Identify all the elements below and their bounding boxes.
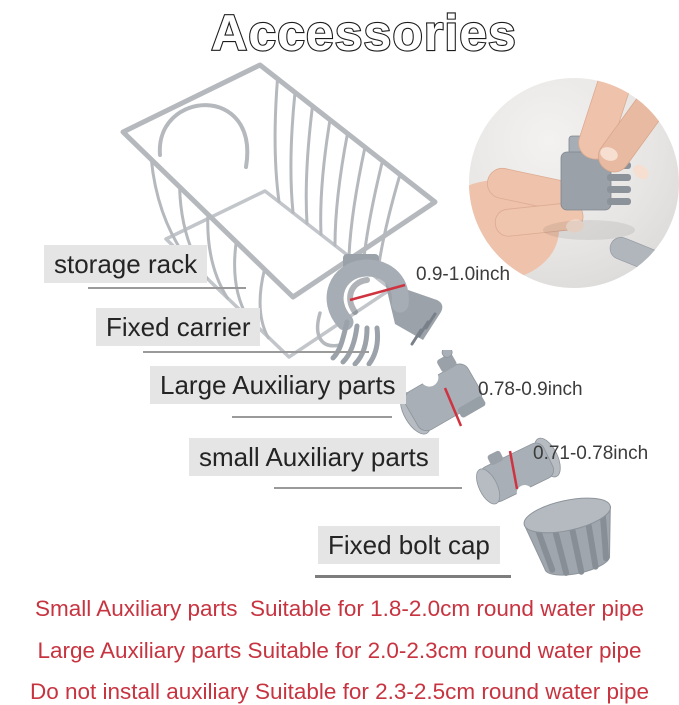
fixed-bolt-cap-label: Fixed bolt cap xyxy=(318,526,500,564)
storage-rack-label: storage rack xyxy=(44,245,207,283)
fixed-carrier-label: Fixed carrier xyxy=(96,308,260,346)
bolt-cap-body xyxy=(521,492,622,583)
leader-storage-rack xyxy=(88,287,246,289)
leader-fixed-carrier xyxy=(143,351,369,353)
note-small-auxiliary: Small Auxiliary parts Suitable for 1.8-2.0cm round water pipe xyxy=(34,596,645,621)
measurement-fixed-carrier: 0.9-1.0inch xyxy=(416,264,511,285)
measurement-small-auxiliary: 0.71-0.78inch xyxy=(533,443,649,464)
leader-large-auxiliary xyxy=(232,416,392,418)
hands-installing-clamp-illustration xyxy=(469,78,679,288)
rack-handle-arch xyxy=(160,105,247,167)
large-auxiliary-parts-label: Large Auxiliary parts xyxy=(150,366,406,404)
note-do-not-install: Do not install auxiliary Suitable for 2.3-2.5cm round water pipe xyxy=(29,679,650,704)
leader-fixed-bolt-cap xyxy=(315,575,511,578)
note-large-auxiliary: Large Auxiliary parts Suitable for 2.0-2.3cm round water pipe xyxy=(37,638,642,663)
leader-small-auxiliary xyxy=(274,487,462,489)
fixed-bolt-cap-image xyxy=(512,483,632,585)
installation-photo xyxy=(469,78,679,288)
measurement-large-auxiliary: 0.78-0.9inch xyxy=(478,379,583,400)
spare-part xyxy=(607,234,665,275)
page-title: Accessories xyxy=(211,5,517,61)
small-auxiliary-parts-label: small Auxiliary parts xyxy=(189,438,439,476)
